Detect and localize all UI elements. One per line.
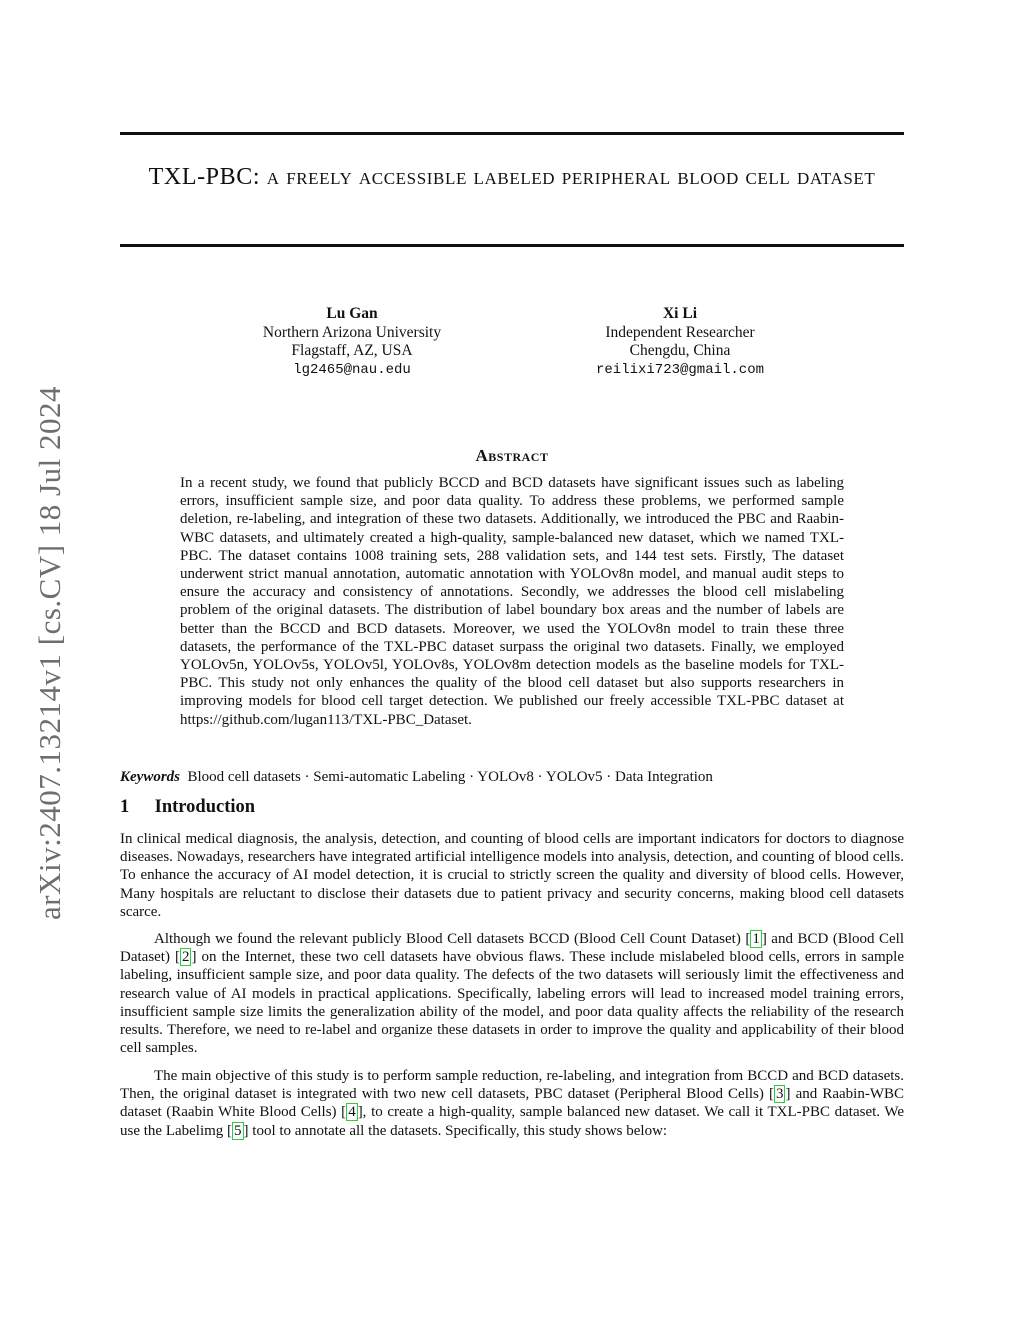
paragraph-text: ] and BCD (Blood Cell Dataset) [ <box>120 931 904 966</box>
author-email[interactable]: reilixi723@gmail.com <box>595 361 765 378</box>
abstract-body: In a recent study, we found that publicly BCCD and BCD datasets have significant issues such as labeling errors, insufficient sample size, and poor data quality. To address these problems, we performed sample deletion, re-labeling, and integration of these two datasets. Additionally, we introduced the PBC and Raabin-WBC datasets, and ultimately created a high-quality, sample-balanced new dataset, which we named TXL-PBC. The dataset contains 1008 training sets, 288 validation sets, and 144 test sets. Firstly, The dataset underwent strict manual annotation, automatic annotation with YOLOv8n model, and manual audit steps to ensure the accuracy and consistency of annotations. Secondly, we addresses the blood cell mislabeling problem of the original datasets. The distribution of label boundary box areas and the number of labels are better than the BCCD and BCD datasets. Moreover, we used the YOLOv8n model to train these three datasets, the performance of the TXL-PBC dataset surpass the original two datasets. Finally, we employed YOLOv5n, YOLOv5s, YOLOv5l, YOLOv8s, YOLOv8m detection models as the baseline models for TXL-PBC. This study not only enhances the quality of the blood cell dataset but also supports researchers in improving models for blood cell target detection. We published our freely accessible TXL-PBC dataset at https://github.com/lugan113/TXL-PBC_Dataset. <box>180 475 844 728</box>
author-affiliation: Independent Researcher <box>605 323 755 341</box>
arxiv-identifier <box>30 365 70 940</box>
abstract-heading: Abstract <box>475 446 549 465</box>
citation-link[interactable]: 5 <box>234 1122 242 1139</box>
keywords-line <box>120 768 904 786</box>
paragraph-text: ] tool to annotate all the datasets. Specifically, this study shows below: <box>243 1122 668 1139</box>
author-email[interactable]: lg2465@nau.edu <box>293 361 411 378</box>
paragraph-1: In clinical medical diagnosis, the analysis, detection, and counting of blood cells are important indicators for doctors to diagnose diseases. Nowadays, researchers have integrated artificial intelligence models into analysis, detection, and counting of blood cells. To enhance the accuracy of AI model detection, it is crucial to strictly screen the quality and diversity of blood cells. However, Many hospitals are reluctant to disclose their datasets due to patient privacy and security concerns, making blood cell datasets scarce. <box>120 831 904 920</box>
author-name: Xi Li <box>662 305 698 322</box>
author-location: Chengdu, China <box>629 342 731 359</box>
author-block-2 <box>560 305 800 379</box>
paragraph-2 <box>120 930 904 1057</box>
title-rule-bottom <box>120 244 904 247</box>
paper-title: TXL-PBC: a freely accessible labeled peripheral blood cell dataset <box>148 164 876 190</box>
citation-link[interactable]: 3 <box>775 1086 784 1103</box>
paragraph-text: ] and Raabin-WBC dataset (Raabin White Blood Cells) [ <box>120 1086 904 1121</box>
section-number: 1 <box>120 797 130 817</box>
keywords-label: Keywords <box>120 769 180 785</box>
author-location: Flagstaff, AZ, USA <box>291 342 413 359</box>
citation-link[interactable]: 1 <box>752 931 760 947</box>
paragraph-text: ], to create a high-quality, sample balanced new dataset. We call it TXL-PBC dataset. We use the Labelimg [ <box>120 1104 904 1139</box>
arxiv-identifier-text: arXiv:2407.13214v1 [cs.CV] 18 Jul 2024 <box>32 385 67 920</box>
paragraph-3 <box>120 1067 904 1140</box>
citation-link[interactable]: 2 <box>181 949 190 966</box>
paragraph-text: The main objective of this study is to perform sample reduction, re-labeling, and integration from BCCD and BCD datasets. Then, the original dataset is integrated with two new cell datasets, PBC dataset (Peripheral Blood Cells) [ <box>120 1068 904 1103</box>
section-title: Introduction <box>154 797 256 817</box>
paragraph-text: Although we found the relevant publicly Blood Cell datasets BCCD (Blood Cell Count Dataset) [ <box>154 931 751 947</box>
author-block-1 <box>232 305 472 379</box>
title-rule-top <box>120 132 904 135</box>
citation-link[interactable]: 4 <box>348 1104 356 1121</box>
paragraph-text: ] on the Internet, these two cell datasets have obvious flaws. These include mislabeled blood cells, errors in sample labeling, insufficient sample size, and poor data quality. The defects of the two datasets will seriously limit the effectiveness and research value of AI models in practical applications. Specifically, labeling errors will lead to increased model training errors, insufficient sample size limits the generalization ability of the model, and poor data quality affects the reliability of the research results. Therefore, we need to re-label and organize these datasets in order to improve the quality and applicability of their blood cell samples. <box>120 949 904 1057</box>
section-heading <box>120 797 255 818</box>
keywords-text: Blood cell datasets · Semi-automatic Labeling · YOLOv8 · YOLOv5 · Data Integration <box>187 769 713 785</box>
author-name: Lu Gan <box>326 305 378 322</box>
author-affiliation: Northern Arizona University <box>262 323 442 341</box>
